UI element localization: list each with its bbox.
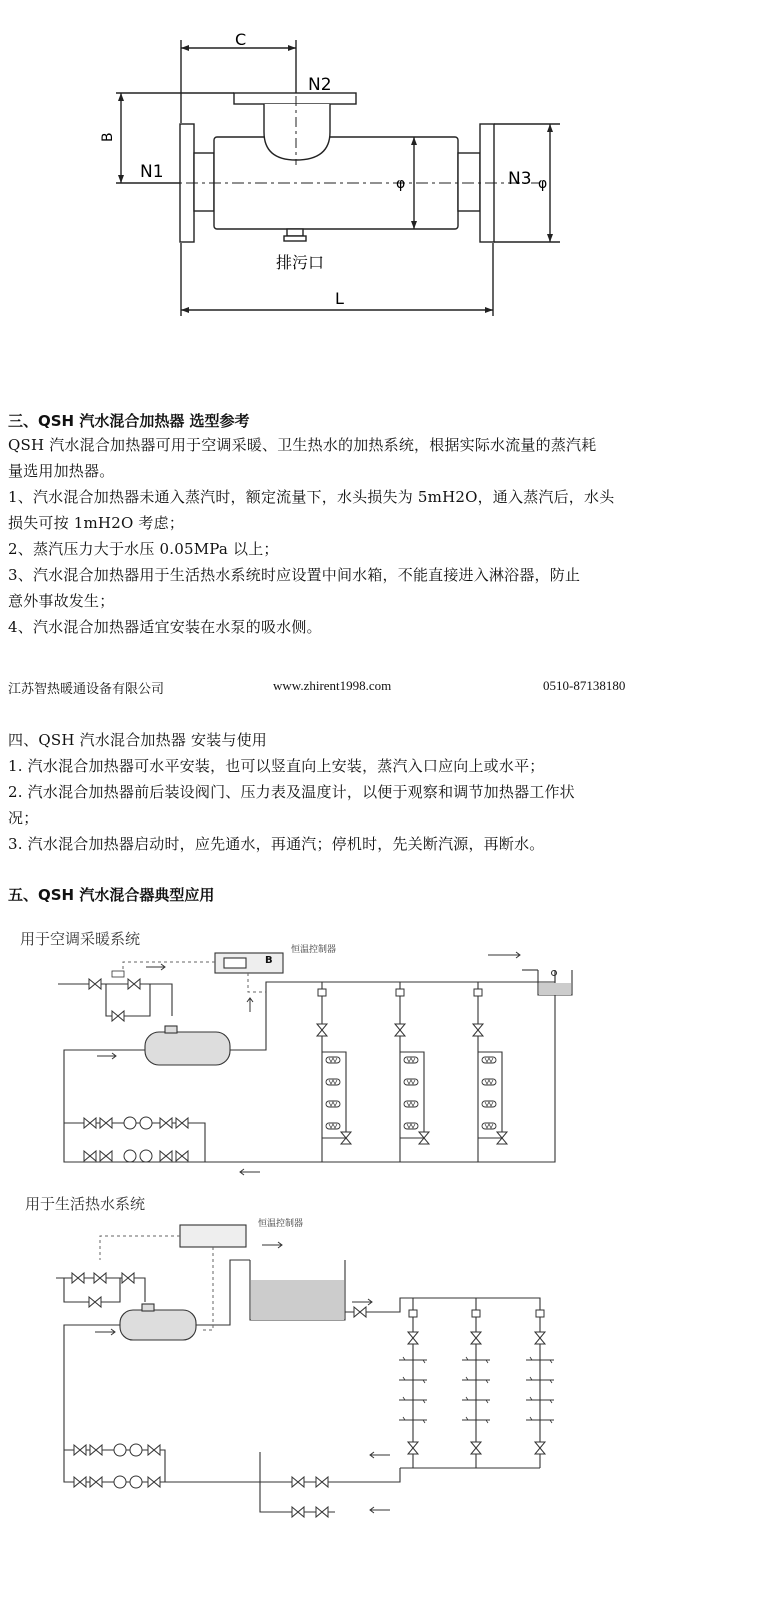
footer-website[interactable]: www.zhirent1998.com — [273, 678, 392, 693]
hvac-system-diagram — [0, 940, 758, 1180]
n1-label: N1 — [140, 162, 164, 182]
section3-line: 4、汽水混合加热器适宜安装在水泵的吸水侧。 — [8, 618, 322, 636]
section4-line: 况； — [8, 809, 39, 827]
section4-line: 1. 汽水混合加热器可水平安装，也可以竖直向上安装，蒸汽入口应向上或水平； — [8, 757, 545, 775]
diagram1-controller-label: 恒温控制器 — [291, 945, 337, 955]
dim-l-label: L — [335, 289, 344, 308]
section3-line: 损失可按 1mH2O 考虑； — [8, 514, 185, 532]
section3-line: 量选用加热器。 — [8, 462, 115, 480]
section4-body — [8, 727, 753, 857]
heater-dimension-drawing — [0, 0, 758, 340]
hot-water-system-diagram — [0, 1220, 758, 1520]
dim-c-label: C — [235, 30, 247, 49]
n3-label: N3 — [508, 169, 532, 189]
diagram1-caption: 用于空调采暖系统 — [20, 930, 141, 948]
section3-title: 三、QSH 汽水混合加热器 选型参考 — [8, 412, 250, 430]
diagram1-controller-badge: B — [265, 955, 273, 966]
footer-company: 江苏智热暖通设备有限公司 — [8, 681, 165, 696]
section3-line: 意外事故发生； — [8, 592, 115, 610]
section4-line: 3. 汽水混合加热器启动时，应先通水，再通汽；停机时，先关断汽源，再断水。 — [8, 835, 545, 853]
phi-flange-label: φ — [538, 176, 548, 192]
dim-b-label: B — [100, 132, 116, 142]
section4-title: 四、QSH 汽水混合加热器 安装与使用 — [8, 731, 267, 749]
diagram2-controller-label: 恒温控制器 — [258, 1219, 304, 1229]
section3-line: 3、汽水混合加热器用于生活热水系统时应设置中间水箱，不能直接进入淋浴器，防止 — [8, 566, 581, 584]
diagram2-caption: 用于生活热水系统 — [25, 1195, 146, 1213]
n2-label: N2 — [308, 75, 332, 95]
section3-line: QSH 汽水混合加热器可用于空调采暖、卫生热水的加热系统，根据实际水流量的蒸汽耗 — [8, 436, 597, 454]
section3-line: 1、汽水混合加热器未通入蒸汽时，额定流量下，水头损失为 5mH2O，通入蒸汽后，水头 — [8, 488, 615, 506]
section4-line: 2. 汽水混合加热器前后装设阀门、压力表及温度计，以便于观察和调节加热器工作状 — [8, 783, 575, 801]
section5-title: 五、QSH 汽水混合器典型应用 — [8, 886, 215, 904]
drain-label: 排污口 — [276, 253, 325, 272]
footer-phone: 0510-87138180 — [543, 678, 626, 693]
section3-body — [8, 432, 753, 640]
phi-body-label: φ — [396, 176, 406, 192]
section3-line: 2、蒸汽压力大于水压 0.05MPa 以上； — [8, 540, 279, 558]
